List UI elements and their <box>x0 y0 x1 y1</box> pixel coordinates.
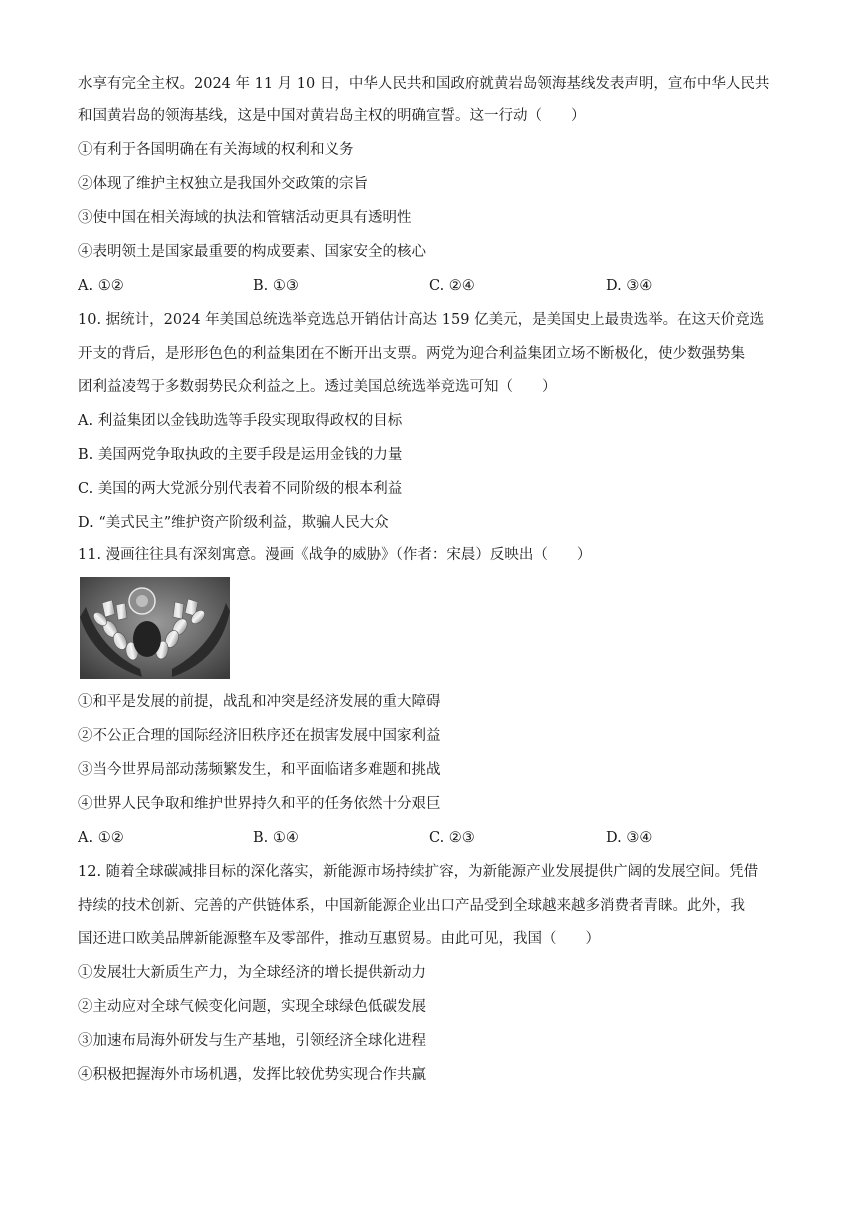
q9-stem-line-2: 和国黄岩岛的领海基线，这是中国对黄岩岛主权的明确宣誓。这一行动（ ） <box>78 108 586 124</box>
q12-stem-line-1: 12. 随着全球碳减排目标的深化落实，新能源市场持续扩容，为新能源产业发展提供广阔的发展空间。凭借 <box>78 864 759 880</box>
q11-statement-4: ④世界人民争取和维护世界持久和平的任务依然十分艰巨 <box>78 796 441 812</box>
q10-option-b[interactable]: B. 美国两党争取执政的主要手段是运用金钱的力量 <box>78 447 403 463</box>
q9-option-d[interactable]: D. ③④ <box>606 278 653 294</box>
q9-statement-2: ②体现了维护主权独立是我国外交政策的宗旨 <box>78 176 368 192</box>
q9-option-c[interactable]: C. ②④ <box>429 278 475 294</box>
cartoon-illustration <box>80 577 230 679</box>
q12-stem-line-3: 国还进口欧美品牌新能源整车及零部件，推动互惠贸易。由此可见，我国（ ） <box>78 931 600 947</box>
q10-option-a[interactable]: A. 利益集团以金钱助选等手段实现取得政权的目标 <box>78 413 403 429</box>
q11-option-d[interactable]: D. ③④ <box>606 830 653 846</box>
q9-options <box>78 276 778 296</box>
q12-statement-4: ④积极把握海外市场机遇，发挥比较优势实现合作共赢 <box>78 1067 426 1083</box>
q12-stem-line-2: 持续的技术创新、完善的产供链体系，中国新能源企业出口产品受到全球越来越多消费者青睐。此外，我 <box>78 898 745 914</box>
q12-statement-1: ①发展壮大新质生产力，为全球经济的增长提供新动力 <box>78 965 426 981</box>
q10-stem-line-3: 团利益凌驾于多数弱势民众利益之上。透过美国总统选举竞选可知（ ） <box>78 379 557 395</box>
q9-stem-line-1: 水享有完全主权。2024 年 11 月 10 日，中华人民共和国政府就黄岩岛领海基线发表声明，宣布中华人民共 <box>78 76 770 92</box>
q11-statement-2: ②不公正合理的国际经济旧秩序还在损害发展中国家利益 <box>78 728 441 744</box>
q11-stem: 11. 漫画往往具有深刻寓意。漫画《战争的威胁》（作者：宋晨）反映出（ ） <box>78 547 592 563</box>
q12-statement-3: ③加速布局海外研发与生产基地，引领经济全球化进程 <box>78 1033 426 1049</box>
q9-option-b[interactable]: B. ①③ <box>253 278 299 294</box>
q9-option-a[interactable]: A. ①② <box>78 278 124 294</box>
war-threat-cartoon-image <box>80 577 230 679</box>
q10-stem-line-2: 开支的背后，是形形色色的利益集团在不断开出支票。两党为迎合利益集团立场不断极化，使少数强势集 <box>78 346 745 362</box>
q10-option-c[interactable]: C. 美国的两大党派分别代表着不同阶级的根本利益 <box>78 481 403 497</box>
q11-option-a[interactable]: A. ①② <box>78 830 124 846</box>
q11-statement-3: ③当今世界局部动荡频繁发生，和平面临诸多难题和挑战 <box>78 762 441 778</box>
q9-statement-4: ④表明领土是国家最重要的构成要素、国家安全的核心 <box>78 244 426 260</box>
q9-statement-3: ③使中国在相关海域的执法和管辖活动更具有透明性 <box>78 210 412 226</box>
q9-statement-1: ①有利于各国明确在有关海域的权利和义务 <box>78 142 354 158</box>
q11-options <box>78 828 778 848</box>
q12-statement-2: ②主动应对全球气候变化问题，实现全球绿色低碳发展 <box>78 999 426 1015</box>
q10-stem-line-1: 10. 据统计，2024 年美国总统选举竞选总开销估计高达 159 亿美元，是美国史上最贵选举。在这天价竞选 <box>78 312 765 328</box>
q11-statement-1: ①和平是发展的前提，战乱和冲突是经济发展的重大障碍 <box>78 694 441 710</box>
q10-option-d[interactable]: D. “美式民主”维护资产阶级利益，欺骗人民大众 <box>78 515 389 531</box>
q11-option-c[interactable]: C. ②③ <box>429 830 475 846</box>
q11-option-b[interactable]: B. ①④ <box>253 830 299 846</box>
